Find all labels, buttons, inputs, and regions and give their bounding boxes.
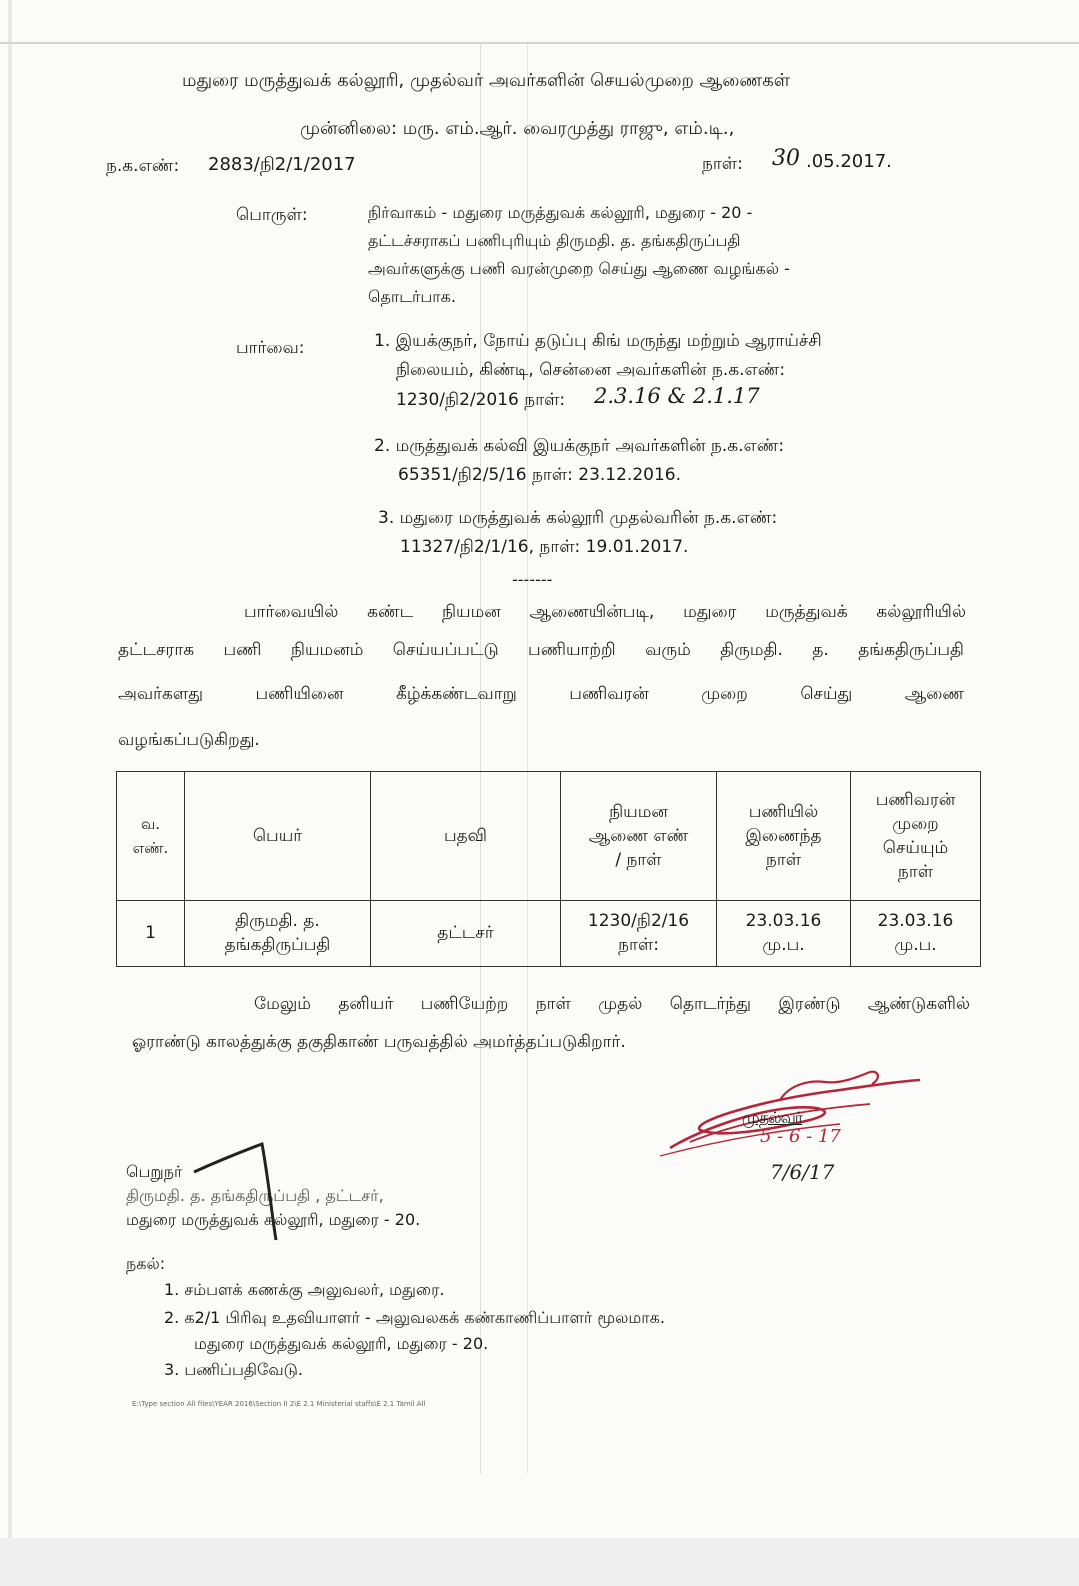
- cell-text: மு.ப.: [762, 935, 805, 956]
- header-presence: முன்னிலை: மரு. எம்.ஆர். வைரமுத்து ராஜு, எம்.டி.,: [300, 118, 735, 139]
- copy-label: நகல்:: [126, 1254, 166, 1273]
- page-edge-shadow: [8, 0, 12, 1586]
- subject-label: பொருள்:: [236, 205, 308, 225]
- cell-name: [185, 900, 371, 966]
- cell-joined: [717, 900, 851, 966]
- header-text: இணைந்த: [745, 825, 822, 846]
- header-sno: [117, 772, 185, 901]
- header-text: / நாள்: [615, 849, 662, 870]
- date-label: நாள்:: [702, 154, 743, 174]
- header-name: பெயர்: [185, 772, 371, 901]
- header-text: நியமன: [609, 801, 668, 822]
- cell-text: நாள்:: [618, 935, 659, 956]
- ref1-line: நிலையம், கிண்டி, சென்னை அவர்களின் ந.க.எண்:: [396, 360, 786, 380]
- header-text: பணிவரன்: [875, 789, 956, 810]
- ref2-line: 65351/நி2/5/16 நாள்: 23.12.2016.: [398, 465, 682, 485]
- header-text: நாள்: [897, 861, 934, 882]
- ref-number: 2883/நி2/1/2017: [208, 154, 356, 175]
- header-regularised: [851, 772, 981, 901]
- subject-line: நிர்வாகம் - மதுரை மருத்துவக் கல்லூரி, மதுரை - 20 -: [368, 203, 753, 222]
- signature-date: 5 - 6 - 17: [760, 1126, 841, 1147]
- cell-regularised: [851, 900, 981, 966]
- cell-text: 23.03.16: [745, 911, 822, 932]
- header-post: பதவி: [371, 772, 561, 901]
- cell-order: [561, 900, 717, 966]
- copy-item: 2. க2/1 பிரிவு உதவியாளர் - அலுவலகக் கண்காணிப்பாளர் மூலமாக.: [164, 1308, 665, 1327]
- para2-line: மேலும் தனியர் பணியேற்ற நாள் முதல் தொடர்ந்து இரண்டு ஆண்டுகளில்: [254, 994, 970, 1014]
- copy-item: 3. பணிப்பதிவேடு.: [164, 1360, 304, 1379]
- separator: -------: [512, 570, 553, 589]
- subject-line: அவர்களுக்கு பணி வரன்முறை செய்து ஆணை வழங்கல் -: [368, 259, 790, 278]
- date-printed: .05.2017.: [806, 151, 892, 172]
- cell-text: மு.ப.: [894, 935, 937, 956]
- cell-sno: 1: [117, 900, 185, 966]
- page-bottom-band: [0, 1538, 1079, 1586]
- header-text: வ.: [140, 814, 161, 833]
- cell-text: திருமதி. த.: [235, 911, 320, 932]
- date-handwritten-day: 30: [772, 146, 800, 171]
- subject-line: தொடர்பாக.: [368, 287, 456, 306]
- ref2-line: 2. மருத்துவக் கல்வி இயக்குநர் அவர்களின் ந.க.எண்:: [374, 436, 785, 456]
- copy-item: மதுரை மருத்துவக் கல்லூரி, மதுரை - 20.: [194, 1334, 489, 1353]
- regularisation-table: [116, 771, 981, 967]
- cell-text: 1230/நி2/16: [587, 911, 690, 932]
- ref-label: ந.க.எண்:: [106, 156, 180, 176]
- header-text: ஆணை எண்: [588, 825, 689, 846]
- para1-line: தட்டசராக பணி நியமனம் செய்யப்பட்டு பணியாற்றி வரும் திருமதி. த. தங்கதிருப்பதி: [118, 640, 964, 660]
- recipient-line: மதுரை மருத்துவக் கல்லூரி, மதுரை - 20.: [126, 1210, 421, 1229]
- pen-stroke-mark: [176, 1136, 286, 1246]
- header-joined: [717, 772, 851, 901]
- ref1-line: 1230/நி2/2016 நாள்:: [396, 390, 566, 410]
- para1-line: அவர்களது பணியினை கீழ்க்கண்டவாறு பணிவரன் முறை செய்து ஆணை: [118, 684, 964, 704]
- header-title: மதுரை மருத்துவக் கல்லூரி, முதல்வர் அவர்களின் செயல்முறை ஆணைகள்: [182, 70, 791, 91]
- page-top-edge: [0, 42, 1079, 44]
- para1-line: வழங்கப்படுகிறது.: [118, 730, 260, 750]
- refs-label: பார்வை:: [236, 338, 305, 358]
- signatory-title: முதல்வர்: [742, 1108, 803, 1127]
- cell-text: 23.03.16: [877, 911, 954, 932]
- ref3-line: 3. மதுரை மருத்துவக் கல்லூரி முதல்வரின் ந.க.எண்:: [378, 508, 778, 528]
- cell-text: தங்கதிருப்பதி: [224, 935, 331, 956]
- table-header-row: [117, 772, 981, 901]
- ref1-handwritten-date: 2.3.16 & 2.1.17: [594, 384, 760, 408]
- subject-line: தட்டச்சராகப் பணிபுரியும் திருமதி. த. தங்கதிருப்பதி: [368, 231, 741, 250]
- recipient-label: பெறுநர்: [126, 1162, 183, 1181]
- header-order: [561, 772, 717, 901]
- ref3-line: 11327/நி2/1/16, நாள்: 19.01.2017.: [400, 537, 689, 557]
- para2-line: ஓராண்டு காலத்துக்கு தகுதிகாண் பருவத்தில் அமர்த்தப்படுகிறார்.: [132, 1032, 626, 1052]
- para1-line: பார்வையில் கண்ட நியமன ஆணையின்படி, மதுரை மருத்துவக் கல்லூரியில்: [244, 602, 966, 622]
- header-text: நாள்: [765, 849, 802, 870]
- header-text: பணியில்: [748, 801, 819, 822]
- table-row: [117, 900, 981, 966]
- recipient-line: திருமதி. த. தங்கதிருப்பதி , தட்டசர்,: [126, 1186, 384, 1205]
- file-path-footer: E:\Type section All files\YEAR 2016\Section II 2\E 2.1 Ministerial staffs\E 2.1 Tamil All: [132, 1400, 426, 1408]
- header-text: எண்.: [132, 838, 169, 857]
- cell-post: தட்டசர்: [371, 900, 561, 966]
- copy-item: 1. சம்பளக் கணக்கு அலுவலர், மதுரை.: [164, 1280, 445, 1299]
- ref1-line: 1. இயக்குநர், நோய் தடுப்பு கிங் மருந்து மற்றும் ஆராய்ச்சி: [374, 331, 822, 351]
- handwritten-note: 7/6/17: [770, 1160, 835, 1184]
- header-text: செய்யும்: [882, 837, 949, 858]
- header-text: முறை: [892, 813, 939, 834]
